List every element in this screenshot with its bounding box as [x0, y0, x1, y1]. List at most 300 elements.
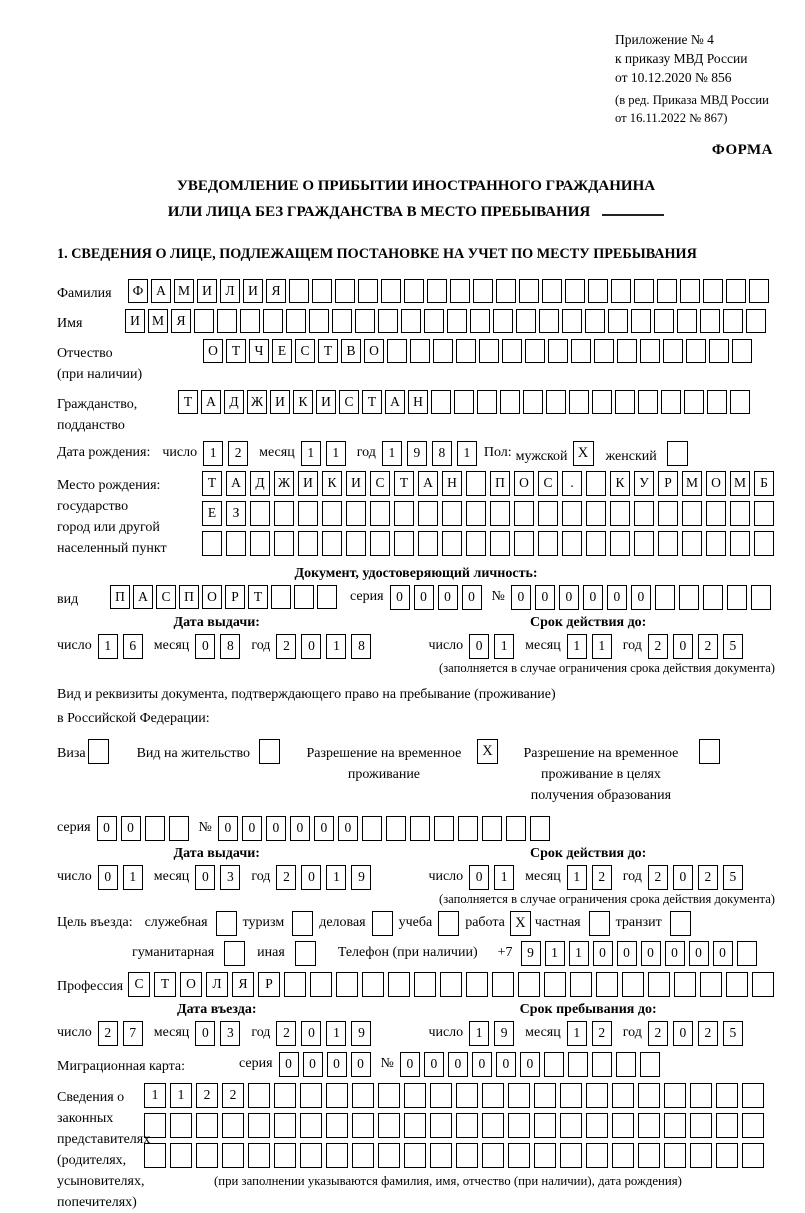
char-cell[interactable] [370, 501, 390, 526]
char-cell[interactable] [424, 309, 444, 333]
char-cell[interactable] [723, 309, 743, 333]
char-cell[interactable] [700, 309, 720, 333]
char-cell[interactable] [466, 972, 488, 997]
char-cell[interactable] [493, 309, 513, 333]
char-cell[interactable]: 9 [494, 1021, 514, 1046]
char-cell[interactable] [682, 501, 702, 526]
char-cell[interactable]: Т [202, 471, 222, 496]
char-cell[interactable]: 0 [673, 634, 693, 659]
char-cell[interactable]: 0 [631, 585, 651, 610]
char-cell[interactable]: 2 [592, 865, 612, 890]
char-cell[interactable]: 0 [469, 634, 489, 659]
char-cell[interactable]: Ф [128, 279, 148, 303]
char-cell[interactable] [661, 390, 681, 414]
char-cell[interactable]: 8 [432, 441, 452, 466]
char-cell[interactable]: А [226, 471, 246, 496]
char-cell[interactable] [386, 816, 406, 841]
char-cell[interactable] [674, 972, 696, 997]
char-cell[interactable] [514, 531, 534, 556]
char-cell[interactable] [300, 1113, 322, 1138]
char-cell[interactable] [508, 1113, 530, 1138]
char-cell[interactable] [226, 531, 246, 556]
char-cell[interactable] [664, 1083, 686, 1108]
char-cell[interactable] [709, 339, 729, 363]
char-cell[interactable] [634, 501, 654, 526]
char-cell[interactable]: Е [202, 501, 222, 526]
char-cell[interactable] [346, 501, 366, 526]
char-cell[interactable]: 7 [123, 1021, 143, 1046]
char-cell[interactable] [612, 1083, 634, 1108]
char-cell[interactable]: Т [362, 390, 382, 414]
char-cell[interactable]: 0 [438, 585, 458, 610]
char-cell[interactable]: М [148, 309, 168, 333]
char-cell[interactable] [404, 1143, 426, 1168]
char-cell[interactable] [546, 390, 566, 414]
char-cell[interactable] [404, 1083, 426, 1108]
char-cell[interactable] [470, 309, 490, 333]
char-cell[interactable]: 1 [567, 634, 587, 659]
char-cell[interactable] [381, 279, 401, 303]
char-cell[interactable]: К [322, 471, 342, 496]
char-cell[interactable] [250, 501, 270, 526]
char-cell[interactable] [286, 309, 306, 333]
char-cell[interactable] [312, 279, 332, 303]
char-cell[interactable] [586, 1113, 608, 1138]
char-cell[interactable] [362, 972, 384, 997]
char-cell[interactable] [477, 390, 497, 414]
char-cell[interactable]: Т [226, 339, 246, 363]
char-cell[interactable]: З [226, 501, 246, 526]
char-cell[interactable] [706, 501, 726, 526]
char-cell[interactable] [401, 309, 421, 333]
char-cell[interactable] [562, 531, 582, 556]
char-cell[interactable]: А [151, 279, 171, 303]
char-cell[interactable] [746, 309, 766, 333]
char-cell[interactable]: Е [272, 339, 292, 363]
char-cell[interactable] [530, 816, 550, 841]
char-cell[interactable] [169, 816, 189, 841]
char-cell[interactable] [525, 339, 545, 363]
char-cell[interactable]: 1 [567, 1021, 587, 1046]
char-cell[interactable]: 2 [592, 1021, 612, 1046]
char-cell[interactable]: 1 [203, 441, 223, 466]
purpose-transit-checkbox[interactable] [670, 911, 691, 936]
char-cell[interactable] [684, 390, 704, 414]
char-cell[interactable] [586, 1143, 608, 1168]
char-cell[interactable]: 1 [326, 441, 346, 466]
char-cell[interactable] [638, 390, 658, 414]
char-cell[interactable]: О [514, 471, 534, 496]
char-cell[interactable] [506, 816, 526, 841]
char-cell[interactable] [706, 531, 726, 556]
char-cell[interactable] [519, 279, 539, 303]
char-cell[interactable]: 0 [462, 585, 482, 610]
char-cell[interactable] [442, 501, 462, 526]
char-cell[interactable] [310, 972, 332, 997]
char-cell[interactable] [248, 1113, 270, 1138]
purpose-business-checkbox[interactable] [372, 911, 393, 936]
char-cell[interactable] [170, 1143, 192, 1168]
char-cell[interactable] [730, 501, 750, 526]
char-cell[interactable]: 1 [144, 1083, 166, 1108]
char-cell[interactable]: 0 [301, 1021, 321, 1046]
char-cell[interactable]: 1 [326, 865, 346, 890]
char-cell[interactable]: 1 [545, 941, 565, 966]
char-cell[interactable]: К [293, 390, 313, 414]
char-cell[interactable] [542, 279, 562, 303]
char-cell[interactable]: Д [224, 390, 244, 414]
char-cell[interactable] [298, 501, 318, 526]
char-cell[interactable]: П [490, 471, 510, 496]
char-cell[interactable] [622, 972, 644, 997]
char-cell[interactable]: Б [754, 471, 774, 496]
char-cell[interactable] [657, 279, 677, 303]
char-cell[interactable] [638, 1083, 660, 1108]
char-cell[interactable] [658, 501, 678, 526]
char-cell[interactable] [610, 501, 630, 526]
char-cell[interactable] [482, 1083, 504, 1108]
char-cell[interactable] [496, 279, 516, 303]
char-cell[interactable] [703, 279, 723, 303]
char-cell[interactable] [534, 1143, 556, 1168]
char-cell[interactable]: 8 [220, 634, 240, 659]
char-cell[interactable]: Н [442, 471, 462, 496]
char-cell[interactable] [418, 501, 438, 526]
char-cell[interactable]: П [179, 585, 199, 609]
char-cell[interactable]: Т [394, 471, 414, 496]
char-cell[interactable]: 2 [648, 634, 668, 659]
char-cell[interactable]: 2 [648, 865, 668, 890]
char-cell[interactable] [707, 390, 727, 414]
char-cell[interactable]: У [634, 471, 654, 496]
char-cell[interactable]: Ж [274, 471, 294, 496]
char-cell[interactable]: 1 [457, 441, 477, 466]
char-cell[interactable]: 2 [698, 865, 718, 890]
char-cell[interactable] [538, 501, 558, 526]
char-cell[interactable] [358, 279, 378, 303]
char-cell[interactable] [544, 972, 566, 997]
visa-checkbox[interactable] [88, 739, 109, 764]
char-cell[interactable]: Т [178, 390, 198, 414]
char-cell[interactable] [289, 279, 309, 303]
char-cell[interactable] [592, 1052, 612, 1077]
char-cell[interactable]: 0 [673, 865, 693, 890]
char-cell[interactable] [240, 309, 260, 333]
char-cell[interactable] [482, 1113, 504, 1138]
char-cell[interactable] [508, 1143, 530, 1168]
char-cell[interactable] [466, 531, 486, 556]
char-cell[interactable] [332, 309, 352, 333]
purpose-tourism-checkbox[interactable] [292, 911, 313, 936]
purpose-other-checkbox[interactable] [295, 941, 316, 966]
char-cell[interactable]: 0 [448, 1052, 468, 1077]
char-cell[interactable] [617, 339, 637, 363]
char-cell[interactable]: 2 [276, 1021, 296, 1046]
char-cell[interactable] [430, 1113, 452, 1138]
char-cell[interactable] [263, 309, 283, 333]
char-cell[interactable] [456, 1113, 478, 1138]
char-cell[interactable]: С [295, 339, 315, 363]
char-cell[interactable]: 0 [195, 1021, 215, 1046]
char-cell[interactable] [433, 339, 453, 363]
char-cell[interactable] [658, 531, 678, 556]
char-cell[interactable] [458, 816, 478, 841]
char-cell[interactable]: 2 [698, 1021, 718, 1046]
char-cell[interactable]: 1 [170, 1083, 192, 1108]
char-cell[interactable]: М [174, 279, 194, 303]
char-cell[interactable] [466, 471, 486, 496]
residence-permit-checkbox[interactable] [259, 739, 280, 764]
char-cell[interactable]: 2 [276, 865, 296, 890]
char-cell[interactable]: 9 [351, 1021, 371, 1046]
char-cell[interactable] [654, 309, 674, 333]
char-cell[interactable]: 0 [496, 1052, 516, 1077]
char-cell[interactable]: Р [258, 972, 280, 997]
char-cell[interactable] [586, 1083, 608, 1108]
char-cell[interactable]: 0 [400, 1052, 420, 1077]
char-cell[interactable]: С [339, 390, 359, 414]
char-cell[interactable]: 0 [314, 816, 334, 841]
char-cell[interactable]: 0 [390, 585, 410, 610]
char-cell[interactable]: 0 [559, 585, 579, 610]
char-cell[interactable]: 3 [220, 865, 240, 890]
char-cell[interactable] [534, 1113, 556, 1138]
char-cell[interactable] [518, 972, 540, 997]
char-cell[interactable] [682, 531, 702, 556]
char-cell[interactable] [362, 816, 382, 841]
char-cell[interactable] [514, 501, 534, 526]
char-cell[interactable]: С [156, 585, 176, 609]
char-cell[interactable]: 1 [301, 441, 321, 466]
char-cell[interactable] [352, 1083, 374, 1108]
char-cell[interactable] [434, 816, 454, 841]
char-cell[interactable] [508, 1083, 530, 1108]
char-cell[interactable]: С [370, 471, 390, 496]
char-cell[interactable] [447, 309, 467, 333]
char-cell[interactable]: 0 [520, 1052, 540, 1077]
char-cell[interactable]: 0 [98, 865, 118, 890]
char-cell[interactable] [336, 972, 358, 997]
char-cell[interactable]: 2 [648, 1021, 668, 1046]
char-cell[interactable]: И [270, 390, 290, 414]
char-cell[interactable] [370, 531, 390, 556]
char-cell[interactable]: 9 [351, 865, 371, 890]
char-cell[interactable] [608, 309, 628, 333]
char-cell[interactable] [378, 1083, 400, 1108]
char-cell[interactable] [610, 531, 630, 556]
char-cell[interactable]: 0 [290, 816, 310, 841]
char-cell[interactable] [456, 339, 476, 363]
char-cell[interactable]: И [125, 309, 145, 333]
char-cell[interactable] [730, 531, 750, 556]
char-cell[interactable] [611, 279, 631, 303]
char-cell[interactable]: 0 [279, 1052, 299, 1077]
char-cell[interactable] [144, 1143, 166, 1168]
char-cell[interactable] [523, 390, 543, 414]
char-cell[interactable] [404, 1113, 426, 1138]
char-cell[interactable]: О [706, 471, 726, 496]
title-blank-line[interactable] [602, 200, 664, 216]
purpose-work-checkbox[interactable]: X [510, 911, 531, 936]
purpose-humanitarian-checkbox[interactable] [224, 941, 245, 966]
char-cell[interactable] [749, 279, 769, 303]
char-cell[interactable] [700, 972, 722, 997]
char-cell[interactable] [690, 1143, 712, 1168]
char-cell[interactable]: 1 [494, 865, 514, 890]
char-cell[interactable] [222, 1113, 244, 1138]
char-cell[interactable]: 5 [723, 865, 743, 890]
char-cell[interactable]: И [316, 390, 336, 414]
char-cell[interactable]: Л [206, 972, 228, 997]
char-cell[interactable]: 0 [607, 585, 627, 610]
char-cell[interactable] [631, 309, 651, 333]
char-cell[interactable] [716, 1113, 738, 1138]
char-cell[interactable] [202, 531, 222, 556]
char-cell[interactable] [560, 1113, 582, 1138]
char-cell[interactable] [418, 531, 438, 556]
char-cell[interactable] [300, 1083, 322, 1108]
char-cell[interactable]: 9 [521, 941, 541, 966]
char-cell[interactable] [638, 1143, 660, 1168]
char-cell[interactable]: Ж [247, 390, 267, 414]
char-cell[interactable]: 8 [351, 634, 371, 659]
char-cell[interactable] [548, 339, 568, 363]
char-cell[interactable]: 0 [266, 816, 286, 841]
char-cell[interactable]: 0 [303, 1052, 323, 1077]
char-cell[interactable]: 0 [472, 1052, 492, 1077]
char-cell[interactable] [322, 501, 342, 526]
char-cell[interactable] [544, 1052, 564, 1077]
char-cell[interactable] [492, 972, 514, 997]
char-cell[interactable] [690, 1083, 712, 1108]
char-cell[interactable]: 0 [535, 585, 555, 610]
char-cell[interactable]: О [202, 585, 222, 609]
char-cell[interactable] [640, 1052, 660, 1077]
char-cell[interactable] [388, 972, 410, 997]
char-cell[interactable]: А [133, 585, 153, 609]
char-cell[interactable]: 0 [665, 941, 685, 966]
char-cell[interactable] [427, 279, 447, 303]
char-cell[interactable] [716, 1083, 738, 1108]
char-cell[interactable] [404, 279, 424, 303]
char-cell[interactable]: О [364, 339, 384, 363]
char-cell[interactable]: 1 [326, 1021, 346, 1046]
char-cell[interactable] [588, 279, 608, 303]
char-cell[interactable] [456, 1083, 478, 1108]
char-cell[interactable]: Я [266, 279, 286, 303]
char-cell[interactable]: 2 [228, 441, 248, 466]
char-cell[interactable] [754, 531, 774, 556]
char-cell[interactable] [274, 1083, 296, 1108]
char-cell[interactable] [569, 390, 589, 414]
char-cell[interactable]: Т [154, 972, 176, 997]
char-cell[interactable]: 2 [698, 634, 718, 659]
char-cell[interactable]: 1 [382, 441, 402, 466]
char-cell[interactable]: Т [318, 339, 338, 363]
char-cell[interactable]: 0 [218, 816, 238, 841]
char-cell[interactable] [562, 309, 582, 333]
char-cell[interactable] [703, 585, 723, 610]
char-cell[interactable]: 5 [723, 1021, 743, 1046]
char-cell[interactable] [502, 339, 522, 363]
char-cell[interactable]: А [418, 471, 438, 496]
char-cell[interactable]: 1 [123, 865, 143, 890]
education-residence-checkbox[interactable] [699, 739, 720, 764]
char-cell[interactable]: 2 [276, 634, 296, 659]
char-cell[interactable]: 3 [220, 1021, 240, 1046]
char-cell[interactable] [217, 309, 237, 333]
char-cell[interactable]: 1 [98, 634, 118, 659]
char-cell[interactable]: 0 [713, 941, 733, 966]
char-cell[interactable]: 0 [469, 865, 489, 890]
char-cell[interactable] [686, 339, 706, 363]
char-cell[interactable] [500, 390, 520, 414]
char-cell[interactable] [655, 585, 675, 610]
char-cell[interactable] [677, 309, 697, 333]
char-cell[interactable] [440, 972, 462, 997]
char-cell[interactable] [352, 1113, 374, 1138]
char-cell[interactable] [716, 1143, 738, 1168]
char-cell[interactable] [571, 339, 591, 363]
char-cell[interactable] [387, 339, 407, 363]
char-cell[interactable]: 0 [195, 634, 215, 659]
char-cell[interactable]: 1 [494, 634, 514, 659]
char-cell[interactable] [431, 390, 451, 414]
char-cell[interactable] [322, 531, 342, 556]
char-cell[interactable]: 0 [301, 634, 321, 659]
char-cell[interactable] [144, 1113, 166, 1138]
char-cell[interactable]: 0 [424, 1052, 444, 1077]
char-cell[interactable]: М [682, 471, 702, 496]
char-cell[interactable] [442, 531, 462, 556]
char-cell[interactable] [742, 1113, 764, 1138]
char-cell[interactable]: И [298, 471, 318, 496]
char-cell[interactable] [410, 339, 430, 363]
char-cell[interactable] [248, 1143, 270, 1168]
char-cell[interactable] [298, 531, 318, 556]
char-cell[interactable] [145, 816, 165, 841]
char-cell[interactable] [284, 972, 306, 997]
char-cell[interactable]: 0 [121, 816, 141, 841]
char-cell[interactable] [565, 279, 585, 303]
char-cell[interactable]: И [346, 471, 366, 496]
char-cell[interactable]: 1 [569, 941, 589, 966]
char-cell[interactable] [732, 339, 752, 363]
char-cell[interactable]: 0 [97, 816, 117, 841]
purpose-study-checkbox[interactable] [438, 911, 459, 936]
char-cell[interactable]: 0 [301, 865, 321, 890]
char-cell[interactable] [752, 972, 774, 997]
char-cell[interactable] [586, 501, 606, 526]
char-cell[interactable] [450, 279, 470, 303]
char-cell[interactable] [430, 1083, 452, 1108]
char-cell[interactable] [640, 339, 660, 363]
char-cell[interactable] [538, 531, 558, 556]
char-cell[interactable] [274, 501, 294, 526]
char-cell[interactable] [612, 1113, 634, 1138]
char-cell[interactable]: 0 [351, 1052, 371, 1077]
char-cell[interactable] [300, 1143, 322, 1168]
char-cell[interactable]: 0 [327, 1052, 347, 1077]
char-cell[interactable] [680, 279, 700, 303]
char-cell[interactable]: 2 [98, 1021, 118, 1046]
char-cell[interactable] [394, 501, 414, 526]
char-cell[interactable] [378, 1143, 400, 1168]
char-cell[interactable] [638, 1113, 660, 1138]
char-cell[interactable] [410, 816, 430, 841]
char-cell[interactable] [326, 1083, 348, 1108]
char-cell[interactable] [727, 585, 747, 610]
